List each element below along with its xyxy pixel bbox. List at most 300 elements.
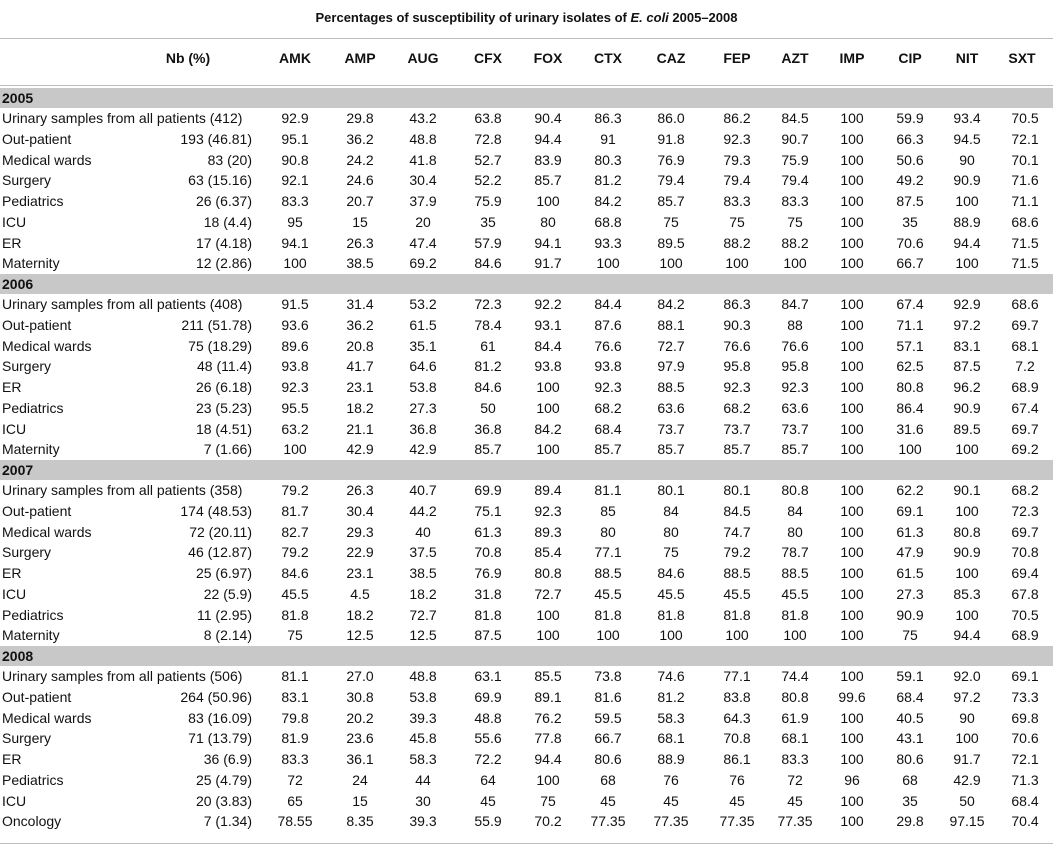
- value-cell: 40.5: [896, 709, 924, 726]
- row-label: Urinary samples from all patients (412): [2, 110, 243, 126]
- value-cell: 50.6: [896, 151, 924, 168]
- year-header-row: [0, 88, 1053, 108]
- value-cell: 70.2: [534, 813, 562, 830]
- value-cell: 61.3: [896, 523, 924, 540]
- value-cell: 100: [840, 668, 864, 684]
- value-cell: 89.3: [534, 523, 562, 540]
- value-cell: 45.5: [723, 585, 751, 602]
- value-cell: 61.9: [781, 709, 809, 726]
- nb-count-cell: 211 (51.78): [181, 316, 252, 333]
- row-label: ER: [2, 234, 22, 251]
- nb-count-cell: 75 (18.29): [188, 337, 252, 354]
- value-cell: 68.4: [594, 420, 622, 437]
- value-cell: 92.3: [723, 130, 751, 147]
- table-row: [0, 605, 1053, 626]
- value-cell: 70.1: [1011, 151, 1039, 168]
- value-cell: 91: [600, 130, 616, 147]
- nb-count-cell: 174 (48.53): [180, 502, 252, 519]
- value-cell: 45: [600, 792, 616, 809]
- table-row: [0, 522, 1053, 543]
- value-cell: 92.0: [953, 668, 981, 684]
- value-cell: 99.6: [838, 688, 866, 705]
- value-cell: 75: [902, 627, 918, 644]
- value-cell: 21.1: [346, 420, 374, 437]
- nb-count-cell: [100, 480, 252, 501]
- value-cell: 68.2: [594, 399, 622, 416]
- column-header: FOX: [533, 50, 563, 66]
- value-cell: 43.2: [409, 110, 437, 126]
- value-cell: 67.8: [1011, 585, 1039, 602]
- year-header-row: [0, 274, 1053, 294]
- value-cell: 23.1: [346, 379, 374, 395]
- value-cell: 75.9: [781, 151, 809, 168]
- value-cell: 86.3: [723, 296, 751, 312]
- value-cell: 27.3: [896, 585, 924, 602]
- value-cell: 73.8: [594, 668, 622, 684]
- row-label: Medical wards: [2, 709, 92, 726]
- value-cell: 79.4: [657, 172, 685, 189]
- value-cell: 92.3: [281, 379, 309, 395]
- table-row: [0, 356, 1053, 377]
- row-label: Out-patient: [2, 130, 72, 147]
- value-cell: 83.9: [534, 151, 562, 168]
- value-cell: 12.5: [409, 627, 437, 644]
- value-cell: 100: [840, 751, 864, 767]
- value-cell: 95.8: [781, 358, 809, 375]
- value-cell: 68.4: [1011, 792, 1039, 809]
- value-cell: 67.4: [896, 296, 924, 312]
- value-cell: 84.5: [781, 110, 809, 126]
- table-row: [0, 480, 1053, 501]
- value-cell: 87.5: [953, 358, 981, 375]
- value-cell: 31.6: [896, 420, 924, 437]
- row-label: Oncology: [2, 813, 62, 830]
- value-cell: 50: [959, 792, 975, 809]
- value-cell: 87.5: [896, 193, 924, 209]
- value-cell: 22.9: [346, 544, 374, 561]
- value-cell: 95.8: [723, 358, 751, 375]
- value-cell: 80.8: [781, 482, 809, 498]
- value-cell: 58.3: [657, 709, 685, 726]
- value-cell: 78.7: [781, 544, 809, 561]
- value-cell: 47.4: [409, 234, 437, 251]
- nb-count-cell: 7 (1.34): [203, 813, 252, 830]
- value-cell: 35: [902, 213, 918, 230]
- value-cell: 62.5: [896, 358, 924, 375]
- value-cell: 20.7: [346, 193, 374, 209]
- value-cell: 69.7: [1011, 420, 1039, 437]
- value-cell: 26.3: [346, 482, 374, 498]
- row-label: Out-patient: [2, 688, 72, 705]
- value-cell: 90.7: [781, 130, 809, 147]
- value-cell: 100: [840, 585, 864, 602]
- value-cell: 31.8: [474, 585, 502, 602]
- value-cell: 24.6: [346, 172, 374, 189]
- value-cell: 68: [600, 771, 616, 788]
- value-cell: 88.2: [781, 234, 809, 251]
- value-cell: 94.4: [953, 234, 981, 251]
- value-cell: 68.9: [1011, 627, 1039, 644]
- value-cell: 27.3: [409, 399, 437, 416]
- value-cell: 90.9: [953, 399, 981, 416]
- value-cell: 70.5: [1011, 110, 1039, 126]
- value-cell: 90.9: [953, 172, 981, 189]
- value-cell: 94.5: [953, 130, 981, 147]
- nb-count-cell: [100, 108, 252, 129]
- nb-count-cell: 26 (6.18): [195, 379, 252, 395]
- row-label: Surgery: [2, 172, 52, 189]
- value-cell: 100: [840, 193, 864, 209]
- table-row: [0, 233, 1053, 254]
- value-cell: 77.1: [723, 668, 751, 684]
- table-row: [0, 666, 1053, 687]
- value-cell: 96.2: [953, 379, 981, 395]
- table-body: [0, 88, 1053, 832]
- value-cell: 85.7: [657, 441, 685, 458]
- value-cell: 88.2: [723, 234, 751, 251]
- row-label: Surgery: [2, 730, 52, 747]
- nb-count-cell: 26 (6.37): [195, 193, 252, 209]
- value-cell: 12.5: [346, 627, 374, 644]
- row-label: ICU: [2, 213, 27, 230]
- nb-count-cell: [100, 294, 252, 315]
- value-cell: 93.8: [281, 358, 309, 375]
- column-header: AMK: [279, 50, 311, 66]
- value-cell: 100: [840, 358, 864, 375]
- value-cell: 31.4: [346, 296, 374, 312]
- value-cell: 45.5: [281, 585, 309, 602]
- value-cell: 35: [902, 792, 918, 809]
- value-cell: 66.3: [896, 130, 924, 147]
- table-row: [0, 542, 1053, 563]
- value-cell: 72.7: [409, 606, 437, 623]
- value-cell: 35: [480, 213, 496, 230]
- value-cell: 69.2: [1011, 441, 1039, 458]
- nb-count-cell: 7 (1.66): [203, 441, 252, 458]
- value-cell: 89.4: [534, 482, 562, 498]
- value-cell: 89.1: [534, 688, 562, 705]
- value-cell: 100: [783, 627, 807, 644]
- value-cell: 80.1: [723, 482, 751, 498]
- value-cell: 88.5: [723, 565, 751, 581]
- row-label: Medical wards: [2, 151, 92, 168]
- value-cell: 30: [415, 792, 431, 809]
- row-label: Medical wards: [2, 523, 92, 540]
- column-header: IMP: [839, 50, 865, 66]
- value-cell: 89.6: [281, 337, 309, 354]
- value-cell: 42.9: [409, 441, 437, 458]
- year-label: 2006: [2, 276, 34, 292]
- value-cell: 75: [663, 213, 679, 230]
- value-cell: 79.2: [281, 544, 309, 561]
- value-cell: 76.6: [723, 337, 751, 354]
- value-cell: 38.5: [409, 565, 437, 581]
- table-row: [0, 294, 1053, 315]
- nb-count-cell: 23 (5.23): [195, 399, 252, 416]
- nb-count-cell: 8 (2.14): [203, 627, 252, 644]
- value-cell: 77.35: [653, 813, 689, 830]
- value-cell: 100: [840, 234, 864, 251]
- value-cell: 75.9: [474, 193, 502, 209]
- value-cell: 45: [480, 792, 496, 809]
- value-cell: 83.1: [953, 337, 981, 354]
- value-cell: 20: [415, 213, 431, 230]
- value-cell: 81.8: [781, 606, 809, 623]
- value-cell: 36.8: [409, 420, 437, 437]
- row-label: ICU: [2, 585, 27, 602]
- column-header: AUG: [407, 50, 439, 66]
- table-row: [0, 563, 1053, 584]
- value-cell: 45.5: [781, 585, 809, 602]
- row-label: Surgery: [2, 358, 52, 375]
- nb-count-cell: 63 (15.16): [188, 172, 252, 189]
- value-cell: 63.8: [474, 110, 502, 126]
- value-cell: 97.2: [953, 688, 981, 705]
- table-row: [0, 749, 1053, 770]
- value-cell: 68.1: [781, 730, 809, 747]
- value-cell: 53.8: [409, 379, 437, 395]
- value-cell: 85.7: [534, 172, 562, 189]
- value-cell: 82.7: [281, 523, 309, 540]
- value-cell: 79.8: [281, 709, 309, 726]
- nb-count-cell: 22 (5.9): [203, 585, 252, 602]
- year-header-row: [0, 646, 1053, 666]
- value-cell: 36.8: [474, 420, 502, 437]
- title-divider: [0, 38, 1053, 39]
- row-label: Urinary samples from all patients (358): [2, 482, 243, 498]
- value-cell: 84.2: [534, 420, 562, 437]
- value-cell: 80.8: [781, 688, 809, 705]
- value-cell: 100: [536, 441, 560, 458]
- column-header: AZT: [781, 50, 809, 66]
- value-cell: 55.6: [474, 730, 502, 747]
- value-cell: 90.3: [723, 316, 751, 333]
- value-cell: 92.3: [781, 379, 809, 395]
- value-cell: 47.9: [896, 544, 924, 561]
- value-cell: 95: [287, 213, 303, 230]
- value-cell: 71.1: [896, 316, 924, 333]
- value-cell: 81.1: [594, 482, 622, 498]
- value-cell: 86.3: [594, 110, 622, 126]
- value-cell: 85.7: [657, 193, 685, 209]
- table-row: [0, 398, 1053, 419]
- value-cell: 69.2: [409, 255, 437, 272]
- table-row: [0, 253, 1053, 274]
- value-cell: 66.7: [594, 730, 622, 747]
- value-cell: 23.1: [346, 565, 374, 581]
- value-cell: 100: [955, 606, 979, 623]
- value-cell: 86.0: [657, 110, 685, 126]
- value-cell: 69.1: [896, 502, 924, 519]
- value-cell: 81.8: [723, 606, 751, 623]
- value-cell: 84.6: [474, 379, 502, 395]
- value-cell: 45: [787, 792, 803, 809]
- value-cell: 36.2: [346, 130, 374, 147]
- value-cell: 93.1: [534, 316, 562, 333]
- value-cell: 18.2: [409, 585, 437, 602]
- value-cell: 81.7: [281, 502, 309, 519]
- nb-count-cell: 36 (6.9): [203, 751, 252, 767]
- value-cell: 75.1: [474, 502, 502, 519]
- value-cell: 88.5: [657, 379, 685, 395]
- value-cell: 64.3: [723, 709, 751, 726]
- value-cell: 69.1: [1011, 668, 1039, 684]
- value-cell: 94.4: [953, 627, 981, 644]
- column-header: CIP: [898, 50, 922, 66]
- value-cell: 100: [536, 193, 560, 209]
- nb-count-cell: 17 (4.18): [195, 234, 252, 251]
- value-cell: 88.9: [953, 213, 981, 230]
- value-cell: 85.7: [474, 441, 502, 458]
- value-cell: 100: [536, 399, 560, 416]
- value-cell: 61: [480, 337, 496, 354]
- value-cell: 55.9: [474, 813, 502, 830]
- value-cell: 100: [955, 502, 979, 519]
- value-cell: 85.7: [723, 441, 751, 458]
- column-header: CAZ: [656, 50, 686, 66]
- value-cell: 90: [959, 151, 975, 168]
- value-cell: 100: [840, 523, 864, 540]
- column-header: CTX: [594, 50, 622, 66]
- nb-count-cell: 48 (11.4): [197, 358, 252, 375]
- value-cell: 18.2: [346, 606, 374, 623]
- value-cell: 61.5: [409, 316, 437, 333]
- year-label: 2007: [2, 462, 34, 478]
- row-label: Out-patient: [2, 316, 72, 333]
- row-label: ER: [2, 751, 22, 767]
- value-cell: 89.5: [657, 234, 685, 251]
- row-label: Urinary samples from all patients (506): [2, 668, 243, 684]
- nb-count-cell: 18 (4.4): [203, 213, 252, 230]
- value-cell: 90: [959, 709, 975, 726]
- value-cell: 100: [840, 213, 864, 230]
- value-cell: 80.6: [896, 751, 924, 767]
- table-row: [0, 336, 1053, 357]
- value-cell: 100: [840, 420, 864, 437]
- nb-count-cell: 25 (4.79): [195, 771, 252, 788]
- value-cell: 37.5: [409, 544, 437, 561]
- value-cell: 75: [540, 792, 556, 809]
- row-label: Out-patient: [2, 502, 72, 519]
- value-cell: 100: [840, 296, 864, 312]
- value-cell: 83.3: [281, 751, 309, 767]
- value-cell: 20.2: [346, 709, 374, 726]
- value-cell: 100: [596, 627, 620, 644]
- value-cell: 59.9: [896, 110, 924, 126]
- value-cell: 68.6: [1011, 213, 1039, 230]
- value-cell: 77.35: [719, 813, 755, 830]
- value-cell: 24.2: [346, 151, 374, 168]
- value-cell: 100: [536, 627, 560, 644]
- value-cell: 72.1: [1011, 130, 1039, 147]
- value-cell: 78.55: [277, 813, 313, 830]
- value-cell: 92.3: [594, 379, 622, 395]
- value-cell: 100: [840, 792, 864, 809]
- table-row: [0, 129, 1053, 150]
- row-label: Pediatrics: [2, 606, 64, 623]
- value-cell: 72.7: [534, 585, 562, 602]
- table-row: [0, 708, 1053, 729]
- value-cell: 86.1: [723, 751, 751, 767]
- value-cell: 29.8: [346, 110, 374, 126]
- value-cell: 73.7: [781, 420, 809, 437]
- value-cell: 77.35: [590, 813, 626, 830]
- value-cell: 97.2: [953, 316, 981, 333]
- value-cell: 76.6: [594, 337, 622, 354]
- value-cell: 84.6: [657, 565, 685, 581]
- header-divider: [0, 85, 1053, 86]
- value-cell: 76.9: [657, 151, 685, 168]
- value-cell: 97.15: [949, 813, 985, 830]
- row-label: Maternity: [2, 255, 60, 272]
- value-cell: 66.7: [896, 255, 924, 272]
- year-header-row: [0, 460, 1053, 480]
- value-cell: 79.2: [723, 544, 751, 561]
- value-cell: 61.3: [474, 523, 502, 540]
- value-cell: 100: [536, 771, 560, 788]
- column-header: AMP: [344, 50, 376, 66]
- value-cell: 90.4: [534, 110, 562, 126]
- value-cell: 18.2: [346, 399, 374, 416]
- value-cell: 68.2: [723, 399, 751, 416]
- value-cell: 95.1: [281, 130, 309, 147]
- table-row: [0, 170, 1053, 191]
- value-cell: 40: [415, 523, 431, 540]
- value-cell: 79.4: [781, 172, 809, 189]
- value-cell: 84.5: [723, 502, 751, 519]
- value-cell: 81.2: [474, 358, 502, 375]
- value-cell: 100: [840, 544, 864, 561]
- value-cell: 68.4: [896, 688, 924, 705]
- table-row: [0, 439, 1053, 460]
- value-cell: 100: [659, 255, 683, 272]
- value-cell: 68.6: [1011, 296, 1039, 312]
- row-label: ICU: [2, 792, 27, 809]
- value-cell: 76.6: [781, 337, 809, 354]
- value-cell: 100: [840, 565, 864, 581]
- value-cell: 30.8: [346, 688, 374, 705]
- value-cell: 44.2: [409, 502, 437, 519]
- value-cell: 41.7: [346, 358, 374, 375]
- table-row: [0, 315, 1053, 336]
- value-cell: 100: [840, 172, 864, 189]
- value-cell: 100: [659, 627, 683, 644]
- value-cell: 100: [840, 316, 864, 333]
- value-cell: 63.6: [781, 399, 809, 416]
- value-cell: 49.2: [896, 172, 924, 189]
- value-cell: 87.5: [474, 627, 502, 644]
- value-cell: 80.8: [534, 565, 562, 581]
- value-cell: 80.3: [594, 151, 622, 168]
- table-row: [0, 728, 1053, 749]
- year-label: 2008: [2, 648, 34, 664]
- value-cell: 73.3: [1011, 688, 1039, 705]
- value-cell: 69.9: [474, 688, 502, 705]
- value-cell: 75: [663, 544, 679, 561]
- nb-count-cell: 18 (4.51): [195, 420, 252, 437]
- row-label: Urinary samples from all patients (408): [2, 296, 243, 312]
- value-cell: 72.3: [1011, 502, 1039, 519]
- value-cell: 94.4: [534, 751, 562, 767]
- table-row: [0, 625, 1053, 646]
- value-cell: 88.9: [657, 751, 685, 767]
- value-cell: 90.1: [953, 482, 981, 498]
- nb-count-cell: 20 (3.83): [195, 792, 252, 809]
- value-cell: 100: [840, 110, 864, 126]
- value-cell: 45: [663, 792, 679, 809]
- value-cell: 100: [840, 255, 864, 272]
- value-cell: 91.5: [281, 296, 309, 312]
